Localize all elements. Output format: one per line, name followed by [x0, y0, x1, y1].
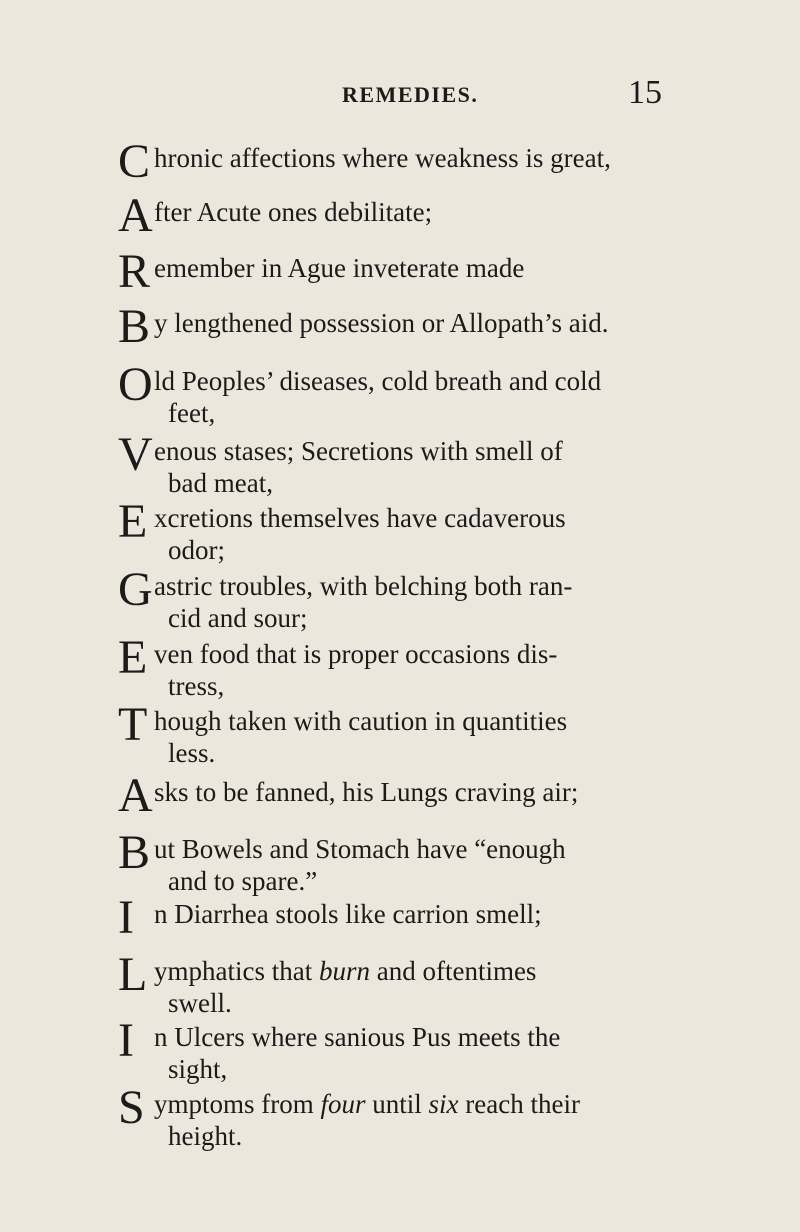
running-head: REMEDIES.: [342, 82, 479, 107]
verse-text-b: and oftentimes: [369, 956, 537, 986]
emphasis-text: six: [428, 1089, 459, 1119]
drop-cap: I: [118, 891, 134, 944]
drop-cap: T: [118, 698, 148, 751]
verse-continuation: bad meat,: [168, 468, 273, 498]
drop-cap: E: [118, 495, 148, 548]
emphasis-text: four: [320, 1089, 366, 1119]
drop-cap: G: [118, 563, 153, 616]
drop-cap: B: [118, 826, 151, 879]
drop-cap: O: [118, 358, 153, 411]
verse-continuation: and to spare.”: [168, 866, 318, 896]
verse-text-a: ymptoms from: [154, 1089, 321, 1119]
verse-continuation: cid and sour;: [168, 603, 308, 633]
verse-text-a: ymphatics that: [154, 956, 319, 986]
verse-text: hronic affections where weakness is great,: [154, 143, 611, 173]
verse-continuation: feet,: [168, 398, 216, 428]
verse-text: n Diarrhea stools like carrion smell;: [154, 899, 542, 929]
verse-continuation: height.: [168, 1121, 243, 1151]
verse-text: n Ulcers where sanious Pus meets the: [154, 1022, 561, 1052]
drop-cap: S: [118, 1081, 145, 1134]
verse-text-c: reach their: [458, 1089, 580, 1119]
verse-text: ven food that is proper occasions dis-: [154, 639, 558, 669]
verse-text: astric troubles, with belching both ran-: [154, 571, 573, 601]
verse-text: ld Peoples’ diseases, cold breath and cold: [154, 366, 602, 396]
verse-text: ut Bowels and Stomach have “enough: [154, 834, 566, 864]
drop-cap: I: [118, 1014, 134, 1067]
verse-continuation: sight,: [168, 1054, 228, 1084]
page-number: 15: [628, 74, 662, 111]
drop-cap: C: [118, 135, 151, 188]
drop-cap: B: [118, 300, 151, 353]
verse-continuation: less.: [168, 738, 216, 768]
verse-continuation: odor;: [168, 535, 225, 565]
drop-cap: A: [118, 189, 153, 242]
verse-text: emember in Ague inveterate made: [154, 253, 525, 283]
drop-cap: A: [118, 769, 153, 822]
verse-continuation: swell.: [168, 988, 232, 1018]
page-header: [330, 74, 670, 120]
verse-text: hough taken with caution in quantities: [154, 706, 568, 736]
verse-text: xcretions themselves have cadaverous: [154, 503, 566, 533]
verse-text: sks to be fanned, his Lungs craving air;: [154, 777, 579, 807]
drop-cap: L: [118, 948, 148, 1001]
verse-text-b: until: [365, 1089, 429, 1119]
verse-text: fter Acute ones debilitate;: [154, 197, 433, 227]
verse-text: enous stases; Secretions with smell of: [154, 436, 563, 466]
drop-cap: V: [118, 428, 153, 481]
verse-text: y lengthened possession or Allopath’s aid.: [154, 308, 609, 338]
verse-continuation: tress,: [168, 671, 225, 701]
drop-cap: E: [118, 631, 148, 684]
emphasis-text: burn: [318, 956, 370, 986]
drop-cap: R: [118, 245, 151, 298]
